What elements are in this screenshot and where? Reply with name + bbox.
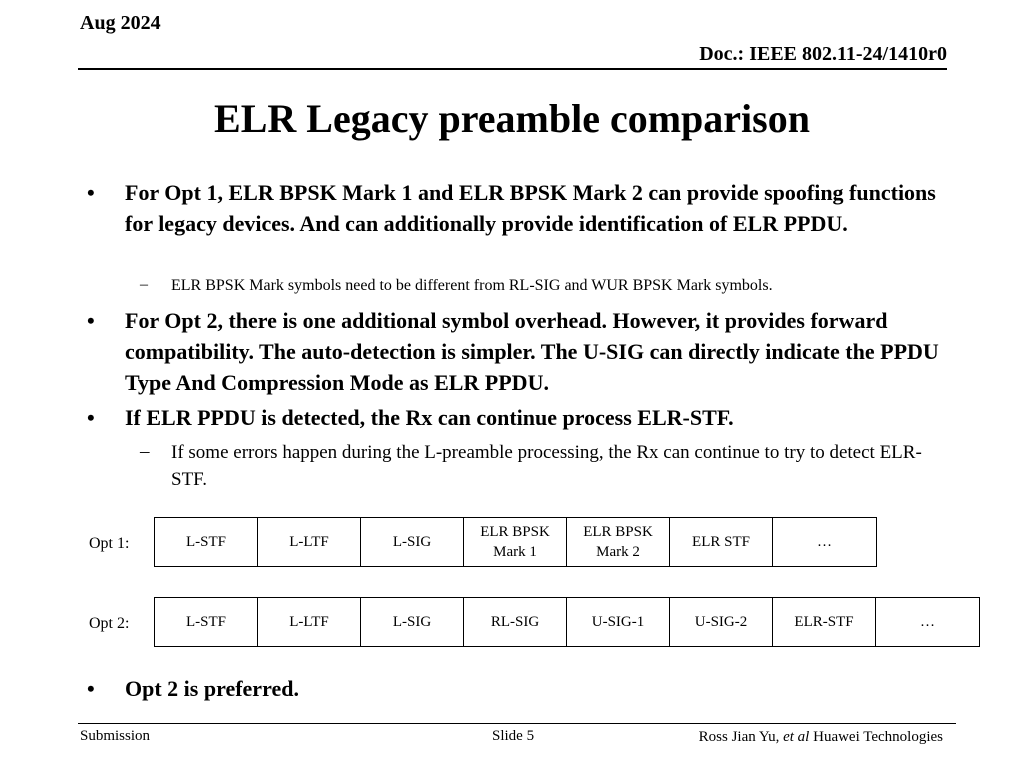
- footer-author: [699, 729, 943, 746]
- header-date: Aug 2024: [80, 12, 161, 34]
- bullet-marker: •: [87, 405, 95, 430]
- opt1-field-elr-bpsk-mark2: ELR BPSK Mark 2: [567, 518, 670, 566]
- bullet-marker: •: [87, 308, 95, 333]
- slide-title: ELR Legacy preamble comparison: [214, 96, 810, 141]
- bullet-opt2: For Opt 2, there is one additional symbol overhead. However, it provides forward compatibility. The auto-detection is simpler. The U-SIG can directly indicate the PPDU Type And Compression Mode as ELR PPDU.: [125, 308, 939, 395]
- footer-submission: Submission: [80, 728, 151, 744]
- footer-slide-number: Slide 5: [492, 728, 535, 744]
- opt2-field-rl-sig: RL-SIG: [464, 598, 567, 646]
- opt2-field-l-sig: L-SIG: [361, 598, 464, 646]
- opt1-field-elr-bpsk-mark1: ELR BPSK Mark 1: [464, 518, 567, 566]
- bullet-rx-continue: If ELR PPDU is detected, the Rx can continue process ELR-STF.: [125, 405, 734, 430]
- opt2-field-u-sig-2: U-SIG-2: [670, 598, 773, 646]
- opt2-field-u-sig-1: U-SIG-1: [567, 598, 670, 646]
- bullet-marker: •: [87, 676, 95, 701]
- sub-bullet-errors: If some errors happen during the L-preamble processing, the Rx can continue to try to detect ELR-STF.: [171, 442, 922, 490]
- opt1-field-elr-stf: ELR STF: [670, 518, 773, 566]
- opt1-field-l-ltf: L-LTF: [258, 518, 361, 566]
- opt1-field-l-stf: L-STF: [155, 518, 258, 566]
- opt1-preamble-diagram: [154, 517, 877, 567]
- opt2-preamble-diagram: [154, 597, 980, 647]
- sub-bullet-marker: –: [140, 441, 150, 462]
- bullet-marker: •: [87, 180, 95, 205]
- opt2-field-l-stf: L-STF: [155, 598, 258, 646]
- bullet-opt1: For Opt 1, ELR BPSK Mark 1 and ELR BPSK Mark 2 can provide spoofing functions for legacy devices. And can additionally provide identification of ELR PPDU.: [125, 180, 936, 236]
- footer-author-etal: et al: [783, 729, 810, 745]
- opt1-field-l-sig: L-SIG: [361, 518, 464, 566]
- opt1-label: Opt 1:: [89, 535, 130, 552]
- opt2-field-ellipsis: …: [920, 614, 935, 630]
- footer-divider: [78, 723, 956, 724]
- sub-bullet-opt1: ELR BPSK Mark symbols need to be different from RL-SIG and WUR BPSK Mark symbols.: [171, 277, 773, 294]
- opt1-field-ellipsis: …: [817, 534, 832, 550]
- bullet-conclusion: Opt 2 is preferred.: [125, 676, 299, 701]
- header-doc-id: Doc.: IEEE 802.11-24/1410r0: [699, 43, 947, 65]
- opt2-label: Opt 2:: [89, 615, 130, 632]
- footer-author-org: Huawei Technologies: [813, 729, 943, 745]
- header-divider: [78, 68, 947, 70]
- opt2-field-l-ltf: L-LTF: [258, 598, 361, 646]
- sub-bullet-marker: –: [140, 276, 148, 293]
- footer-author-name: Ross Jian Yu,: [698, 729, 780, 745]
- opt2-field-elr-stf: ELR-STF: [773, 598, 876, 646]
